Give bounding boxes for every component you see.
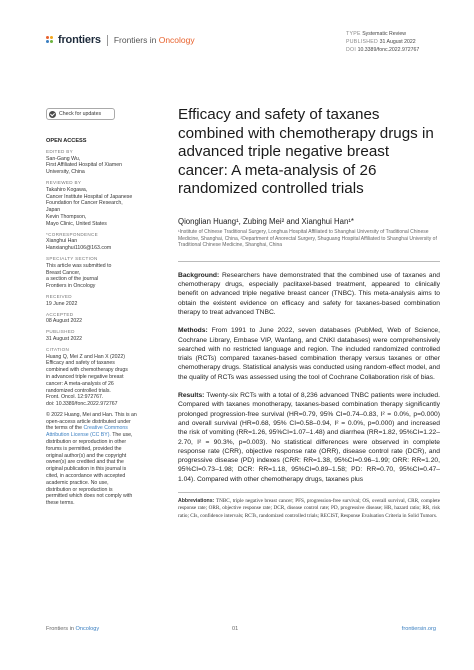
sidebar-section-text: 19 June 2022 xyxy=(46,300,78,307)
sidebar-section-text: 31 August 2022 xyxy=(46,335,83,342)
brand-divider xyxy=(107,35,108,46)
license-link[interactable]: Creative Commons Attribution License (CC BY). xyxy=(46,425,128,439)
sidebar-section-text: Takahiro Kogawa, Cancer Institute Hospital of Japanese Foundation for Cancer Research, Japan Kevin Thompson, Mayo Clinic, United States xyxy=(46,186,133,227)
article-main xyxy=(178,106,440,520)
footer-journal: Frontiers in Oncology xyxy=(46,626,100,632)
sidebar-section-label: CITATION xyxy=(46,346,70,352)
sidebar-section-text: San-Gang Wu, First Affiliated Hospital of Xiamen University, China xyxy=(46,155,123,176)
abstract xyxy=(178,271,440,484)
sidebar-section-label: ACCEPTED xyxy=(46,311,74,317)
page-number: 01 xyxy=(232,626,239,632)
abstract-methods: Methods: From 1991 to June 2022, seven databases (PubMed, Web of Science, Cochrane Library, Embase VIP, Wanfang, and CNKI databases) were comprehensively searched with no restricted language and region. The included randomized controlled trials (RCTs) compared taxanes-based combination therapy versus taxanes or other chemotherapy drugs. Statistical analysis was conducted using random-effect model, and the quality of RCTs was assessed using the tool of Cochrane Collaboration risk of bias. xyxy=(178,327,440,381)
divider xyxy=(178,261,440,262)
meta-value: 10.3389/fonc.2022.972767 xyxy=(357,47,420,53)
meta-key: PUBLISHED xyxy=(346,39,379,45)
meta-value: 31 August 2022 xyxy=(379,39,416,45)
sidebar-section-label: EDITED BY xyxy=(46,148,73,154)
article-title: Efficacy and safety of taxanes combined with chemotherapy drugs in advanced triple negative breast cancer: A meta-analysis of 26 randomized controlled trials xyxy=(178,106,434,198)
sidebar-section-label: RECEIVED xyxy=(46,293,72,299)
copyright-notice: © 2022 Huang, Mei and Han. This is an open-access article distributed under the terms of the Creative Commons Attribution License (CC BY). The use, distribution or reproduction in other forums is permitted, provided the original author(s) and the copyright owner(s) are credited and that the original publication in this journal is cited, in accordance with accepted academic practice. No use, distribution or reproduction is permitted which does not comply with these terms. xyxy=(46,411,137,507)
meta-value: Systematic Review xyxy=(362,31,407,37)
check-updates-label: Check for updates xyxy=(59,110,102,117)
affiliations: ¹Institute of Chinese Traditional Surgery, Longhua Hospital Affiliated to Shanghai University of Traditional Chinese Medicine, Shanghai, China, ²Department of Anorectal Surgery, Shuguang Hospital Affiliated to Shanghai University of Traditional Chinese Medicine, Shanghai, China xyxy=(178,228,437,249)
article-sidebar xyxy=(46,108,161,507)
sidebar-sections xyxy=(46,149,161,408)
author-list[interactable]: Qionglian Huang¹, Zubing Mei² and Xianghui Han¹* xyxy=(178,216,354,226)
sidebar-section-label: SPECIALTY SECTION xyxy=(46,255,98,261)
meta-key: TYPE xyxy=(346,31,361,37)
check-icon xyxy=(49,111,56,118)
article-meta xyxy=(346,30,419,54)
journal-name: Frontiers in Oncology xyxy=(113,35,195,45)
open-access-label: OPEN ACCESS xyxy=(46,138,87,144)
sidebar-section-label: PUBLISHED xyxy=(46,329,75,335)
footer-site-link[interactable]: frontiersin.org xyxy=(401,626,436,632)
frontiers-logo-icon xyxy=(46,36,55,45)
abstract-background: Background: Researchers have demonstrated that the combined use of taxanes and chemotherapy drugs, especially paclitaxel-based treatment, appeared to clinically benefit on advanced triple negative breast cancer (TNBC). This meta-analysis aims to obtain the existent evidence on efficacy and safety for taxanes-based combination therapy to treat advanced TNBC. xyxy=(178,271,441,316)
page-header xyxy=(46,30,436,58)
sidebar-section-text: Huang Q, Mei Z and Han X (2022) Efficacy and safety of taxanes combined with chemotherapy drugs in advanced triple negative breast cancer: A meta-analysis of 26 randomized controlled trials. Front. Oncol. 12:972767. doi: 10.3389/fonc.2022.972767 xyxy=(46,353,128,408)
sidebar-section-text: Xianghui Han Hanxianghui1106@163.com xyxy=(46,238,112,252)
sidebar-section-label: REVIEWED BY xyxy=(46,179,82,185)
sidebar-section-text: This article was submitted to Breast Cancer, a section of the journal Frontiers in Oncology xyxy=(46,262,112,290)
abbreviations: Abbreviations: TNBC, triple negative breast cancer; PFS, progression-free survival; OS, overall survival, CRR, complete response rate; ORR, objective response rate; DCR, disease control rate; PD, progressive disease; HR, hazard ratio; RR, risk ratio; CIs, confidence intervals; RCTs, randomized controlled trials; RECIST, Response Evaluation Criteria in Solid Tumors. xyxy=(178,492,440,520)
meta-key: DOI xyxy=(346,47,357,53)
check-updates-button[interactable] xyxy=(46,108,115,120)
sidebar-section-text: 08 August 2022 xyxy=(46,318,83,325)
sidebar-section-label: *CORRESPONDENCE xyxy=(46,231,98,237)
abstract-results: Results: Twenty-six RCTs with a total of 8,236 advanced TNBC patients were included. Compared with taxanes monotherapy, taxanes-based combination therapy significantly prolonged progression-free survival (HR=0.79, 95% CI=0.74–0.83, I² = 0.0%, p=0.000) and overall survival (HR=0.68, 95% CI=0.58–0.94, I² = 0.0%, p=0.000) and increased the risk of vomiting (RR=1.26, 95%CI=1.07–1.48) and diarrhea (RR=1.82, 95%CI=1.22–2.70, I² = 90.3%, p=0.003). No statistical differences were observed in complete response rate (CRR), objective response rate (ORR), disease control rate (DCR), and progressive disease (PD) indexes (CRR: RR=1.38, 95%CI=0.96–1.99; ORR: RR=1.20, 95%CI=0.73–1.98; DCR: RR=1.18, 95%CI=0.89–1.58; PD: RR=0.70, 95%CI=0.47–1.04). Compared with other chemotherapy drugs, taxanes plus xyxy=(178,392,440,483)
brand-name: frontiers xyxy=(58,34,101,46)
journal-brand[interactable] xyxy=(46,34,195,46)
